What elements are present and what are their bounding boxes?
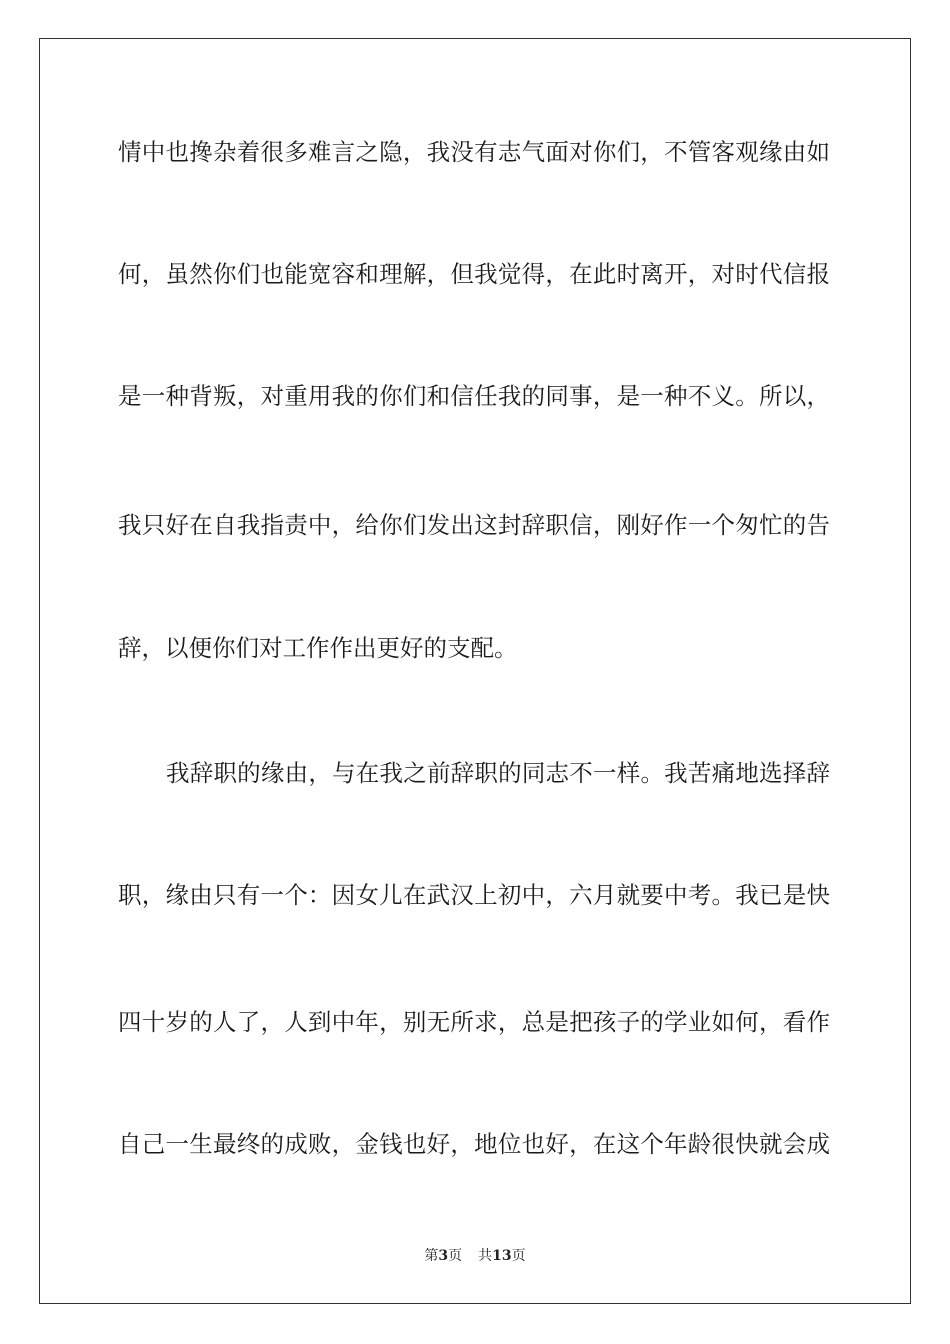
- body-text-line: 自己一生最终的成败，金钱也好，地位也好，在这个年龄很快就会成: [118, 1130, 830, 1158]
- body-text-line: 辞，以便你们对工作作出更好的支配。: [118, 634, 518, 662]
- body-text-line: 情中也搀杂着很多难言之隐，我没有志气面对你们，不管客观缘由如: [118, 138, 830, 166]
- body-text-line: 何，虽然你们也能宽容和理解，但我觉得，在此时离开，对时代信报: [118, 260, 830, 288]
- page-footer: [0, 1247, 950, 1265]
- paragraph-first-line: 我辞职的缘由，与在我之前辞职的同志不一样。我苦痛地选择辞: [166, 759, 830, 787]
- page-number: 第3页: [424, 1248, 463, 1264]
- body-text-line: 我只好在自我指责中，给你们发出这封辞职信，刚好作一个匆忙的告: [118, 511, 830, 539]
- page-total: 共13页: [478, 1248, 526, 1264]
- body-text-line: 四十岁的人了，人到中年，别无所求，总是把孩子的学业如何，看作: [118, 1008, 830, 1036]
- body-text-line: 职，缘由只有一个：因女儿在武汉上初中，六月就要中考。我已是快: [118, 881, 830, 909]
- body-text-line: 是一种背叛，对重用我的你们和信任我的同事，是一种不义。所以，: [118, 382, 830, 410]
- page-border: [39, 38, 911, 1304]
